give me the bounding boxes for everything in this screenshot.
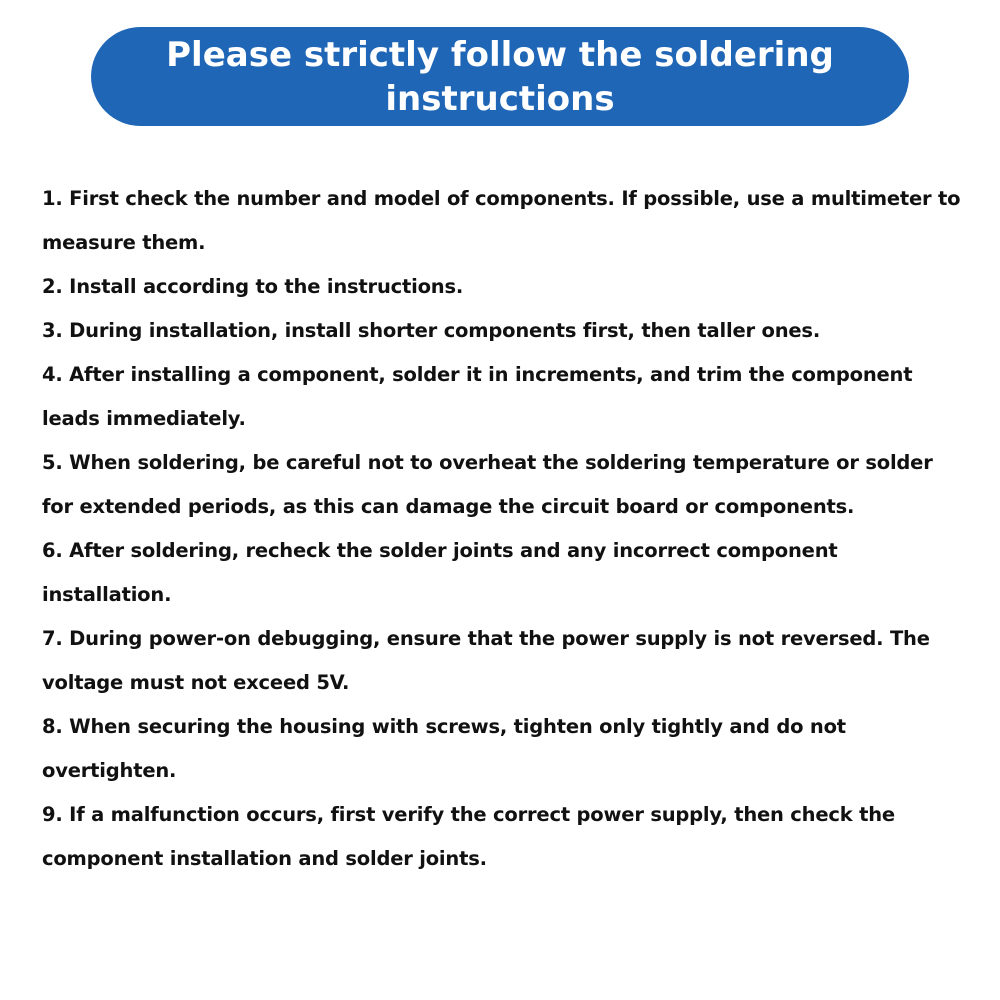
- title-banner: [91, 27, 909, 126]
- page-title: Please strictly follow the soldering instructions: [166, 34, 834, 119]
- instruction-item-8: 8. When securing the housing with screws, tighten only tightly and do not overtighten.: [42, 715, 846, 782]
- instruction-item-7: 7. During power-on debugging, ensure that the power supply is not reversed. The voltage must not exceed 5V.: [42, 627, 930, 694]
- instruction-item-6: 6. After soldering, recheck the solder joints and any incorrect component installation.: [42, 539, 838, 606]
- instruction-list: [42, 177, 962, 881]
- instruction-item-4: 4. After installing a component, solder it in increments, and trim the component leads immediately.: [42, 363, 913, 430]
- instruction-item-3: 3. During installation, install shorter components first, then taller ones.: [42, 319, 821, 342]
- instruction-item-1: 1. First check the number and model of components. If possible, use a multimeter to measure them.: [42, 187, 961, 254]
- instruction-item-9: 9. If a malfunction occurs, first verify the correct power supply, then check the component installation and solder joints.: [42, 803, 895, 870]
- instruction-item-5: 5. When soldering, be careful not to overheat the soldering temperature or solder for extended periods, as this can damage the circuit board or components.: [42, 451, 933, 518]
- instruction-item-2: 2. Install according to the instructions.: [42, 275, 464, 298]
